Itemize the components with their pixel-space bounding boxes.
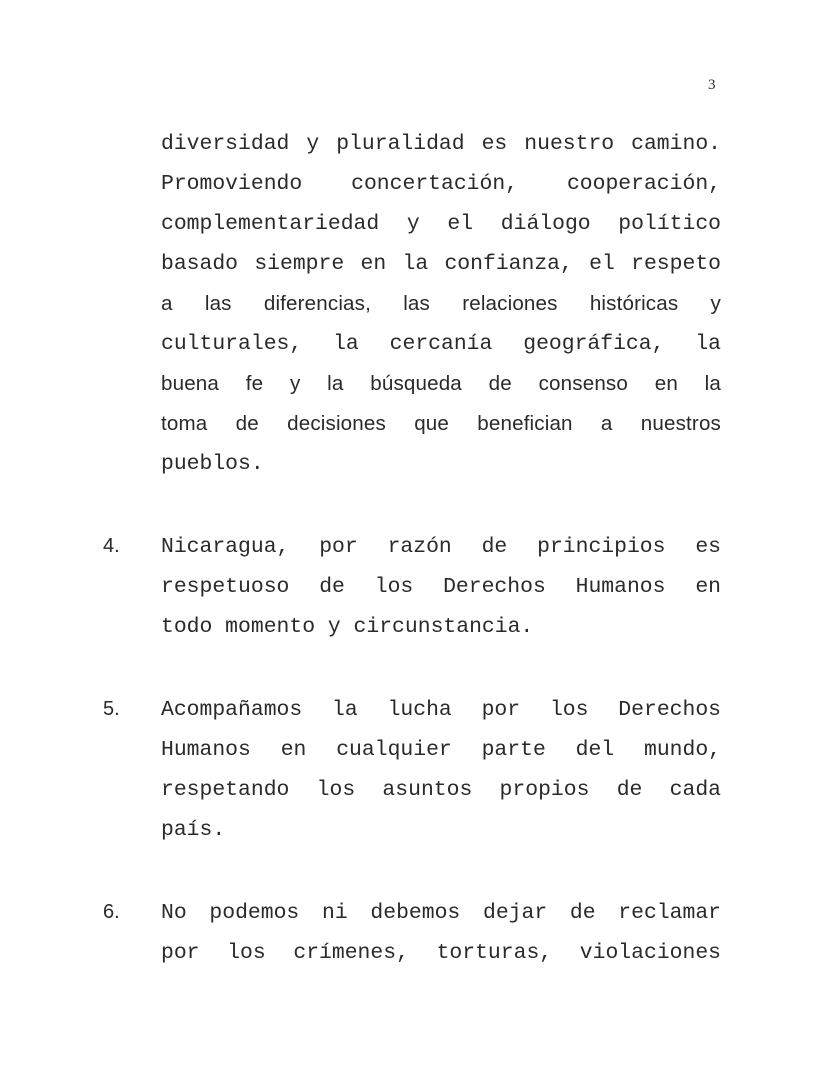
paragraph-line: culturales, la cercanía geográfica, la xyxy=(161,332,721,356)
paragraph-line: Promoviendo concertación, cooperación, xyxy=(161,172,721,196)
item-number: 5. xyxy=(103,698,120,720)
paragraph-line: complementariedad y el diálogo político xyxy=(161,212,721,236)
item-line: respetuoso de los Derechos Humanos en xyxy=(161,575,721,599)
paragraph-line: toma de decisiones que benefician a nuestros xyxy=(161,412,721,435)
item-line: Humanos en cualquier parte del mundo, xyxy=(161,738,721,762)
item-line: No podemos ni debemos dejar de reclamar xyxy=(161,901,721,925)
item-line: país. xyxy=(161,818,226,842)
item-line: por los crímenes, torturas, violaciones xyxy=(161,941,721,965)
paragraph-line: diversidad y pluralidad es nuestro camino. xyxy=(161,132,721,156)
page-number: 3 xyxy=(708,77,716,93)
item-line: Nicaragua, por razón de principios es xyxy=(161,535,721,559)
paragraph-line: a las diferencias, las relaciones históricas y xyxy=(161,292,721,315)
item-line: todo momento y circunstancia. xyxy=(161,615,534,639)
paragraph-line: basado siempre en la confianza, el respeto xyxy=(161,252,721,276)
item-number: 6. xyxy=(103,901,120,923)
paragraph-line: buena fe y la búsqueda de consenso en la xyxy=(161,372,721,395)
paragraph-line: pueblos. xyxy=(161,452,264,476)
item-line: Acompañamos la lucha por los Derechos xyxy=(161,698,721,722)
item-line: respetando los asuntos propios de cada xyxy=(161,778,721,802)
item-number: 4. xyxy=(103,535,120,557)
